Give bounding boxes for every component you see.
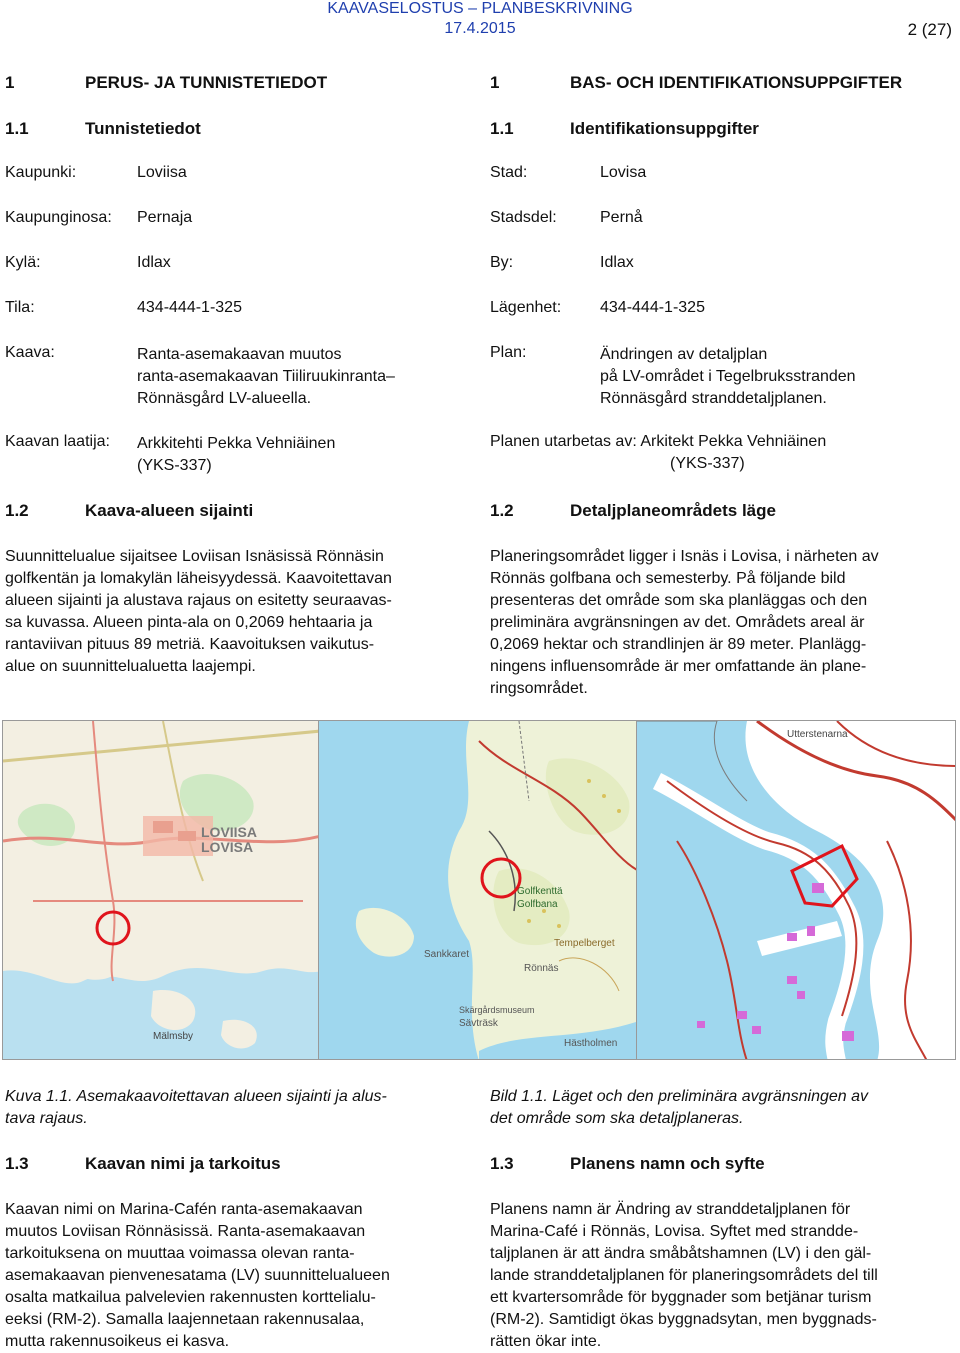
sv-label-plan: Plan:: [490, 344, 527, 361]
map-regional: [2, 720, 320, 1060]
fi-author-line: (YKS-337): [137, 457, 212, 474]
fi-plan-line: Ranta-asemakaavan muutos: [137, 346, 342, 363]
sv-plan-line: på LV-området i Tegelbruksstranden: [600, 368, 856, 385]
fi-plan-line: ranta-asemakaavan Tiiliruukinranta–: [137, 368, 395, 385]
sv-location-line: Planeringsområdet ligger i Isnäs i Lovisa, i närheten av: [490, 548, 879, 565]
map2-label-golfkentta: Golfkenttä: [517, 886, 563, 897]
sv-purpose-line: rätten ökar inte.: [490, 1333, 602, 1350]
fi-location-line: alue on suunnittelualuetta laajempi.: [5, 658, 256, 675]
fi-caption-line: tava rajaus.: [5, 1110, 88, 1127]
sv-value-district: Pernå: [600, 209, 643, 226]
fi-purpose-line: eeksi (RM-2). Samalla laajennetaan rakennusalaa,: [5, 1311, 365, 1328]
fi-purpose-paragraph: [5, 1199, 467, 1353]
page-number: 2 (27): [907, 20, 952, 39]
sv-purpose-line: ett kvartersområde för byggnader som betjänar turism: [490, 1289, 872, 1306]
fi-caption-line: Kuva 1.1. Asemakaavoitettavan alueen sijainti ja alus-: [5, 1088, 387, 1105]
sv-value-village: Idlax: [600, 254, 634, 271]
map2-label-ronnas: Rönnäs: [524, 963, 559, 974]
map1-label-malmsby: Mälmsby: [153, 1031, 194, 1042]
map-detail: [636, 720, 956, 1060]
map1-label-loviisa: LOVIISA: [201, 824, 258, 840]
sv-purpose-line: taljplanen är att ändra småbåtshamnen (LV) i den gäl-: [490, 1245, 872, 1262]
map2-label-savtrask: Sävträsk: [459, 1018, 498, 1029]
fi-location-paragraph: [5, 546, 467, 678]
sv-figure-caption: [490, 1086, 868, 1130]
sv-label-district: Stadsdel:: [490, 209, 557, 226]
fi-purpose-line: osalta matkailua palvelevien rakennusten korttelialu-: [5, 1289, 376, 1306]
map2-label-hastholmen: Hästholmen: [564, 1038, 618, 1049]
document-title: KAAVASELOSTUS – PLANBESKRIVNING: [327, 0, 633, 17]
fi-section-1-1-title: Tunnistetiedot: [85, 119, 201, 138]
sv-section-1-2-number: 1.2: [490, 501, 514, 520]
sv-purpose-line: lande stranddetaljplanen för planeringsområdets del till: [490, 1267, 878, 1284]
sv-purpose-paragraph: [490, 1199, 954, 1353]
map-topographic: [318, 720, 638, 1060]
sv-value-plan: [600, 344, 856, 410]
fi-value-village: Idlax: [137, 254, 171, 271]
map2-label-tempelberget: Tempelberget: [554, 938, 615, 949]
sv-location-line: ningens influensområde är mer omfattande än plane-: [490, 658, 867, 675]
fi-value-author: [137, 433, 335, 477]
sv-section-1-3-title: Planens namn och syfte: [570, 1154, 765, 1173]
fi-value-property: 434-444-1-325: [137, 299, 242, 316]
sv-author-line-1: Planen utarbetas av: Arkitekt Pekka Vehniäinen: [490, 433, 827, 450]
fi-location-line: alueen sijainti ja alustava rajaus on esitetty seuraavas-: [5, 592, 392, 609]
fi-value-city: Loviisa: [137, 164, 187, 181]
sv-purpose-line: (RM-2). Samtidigt ökas byggnadsytan, men byggnads-: [490, 1311, 877, 1328]
fi-purpose-line: Kaavan nimi on Marina-Cafén ranta-asemakaavan: [5, 1201, 363, 1218]
document-date: 17.4.2015: [444, 20, 516, 37]
fi-author-line: Arkkitehti Pekka Vehniäinen: [137, 435, 336, 452]
sv-plan-line: Rönnäsgård stranddetaljplanen.: [600, 390, 827, 407]
fi-section-1-2-title: Kaava-alueen sijainti: [85, 501, 254, 520]
fi-figure-caption: [5, 1086, 387, 1130]
fi-section-1-1-number: 1.1: [5, 119, 29, 138]
sv-section-1-title: BAS- OCH IDENTIFIKATIONSUPPGIFTER: [570, 73, 903, 92]
fi-label-village: Kylä:: [5, 254, 41, 271]
map2-label-skargardsmuseum: Skärgårdsmuseum: [459, 1005, 535, 1015]
fi-location-line: Suunnittelualue sijaitsee Loviisan Isnäsissä Rönnäsin: [5, 548, 384, 565]
sv-location-line: preliminära avgränsningen av det. Områdets areal är: [490, 614, 865, 631]
sv-author-line-2: (YKS-337): [670, 455, 745, 472]
fi-value-district: Pernaja: [137, 209, 193, 226]
fi-section-1-3-number: 1.3: [5, 1154, 29, 1173]
map3-label-utterstenarna: Utterstenarna: [787, 729, 848, 740]
sv-caption-line: Bild 1.1. Läget och den preliminära avgränsningen av: [490, 1088, 869, 1105]
sv-caption-line: det område som ska detaljplaneras.: [490, 1110, 744, 1127]
fi-purpose-line: tarkoituksena on muuttaa voimassa olevan ranta-: [5, 1245, 355, 1262]
fi-section-1-2-number: 1.2: [5, 501, 29, 520]
fi-label-author: Kaavan laatija:: [5, 433, 110, 450]
map1-label-lovisa: LOVISA: [201, 839, 254, 855]
sv-section-1-2-title: Detaljplaneområdets läge: [570, 501, 776, 520]
sv-location-line: Rönnäs golfbana och semesterby. På följande bild: [490, 570, 846, 587]
fi-purpose-line: muutos Loviisan Rönnäsissä. Ranta-asemakaavan: [5, 1223, 366, 1240]
fi-label-district: Kaupunginosa:: [5, 209, 112, 226]
sv-location-paragraph: [490, 546, 954, 700]
fi-section-1-number: 1: [5, 73, 15, 92]
sv-value-property: 434-444-1-325: [600, 299, 705, 316]
fi-location-line: golfkentän ja lomakylän läheisyydessä. Kaavoitettavan: [5, 570, 392, 587]
fi-section-1-3-title: Kaavan nimi ja tarkoitus: [85, 1154, 281, 1173]
fi-plan-line: Rönnäsgård LV-alueella.: [137, 390, 312, 407]
fi-location-line: sa kuvassa. Alueen pinta-ala on 0,2069 hehtaaria ja: [5, 614, 373, 631]
sv-section-1-number: 1: [490, 73, 500, 92]
fi-section-1-title: PERUS- JA TUNNISTETIEDOT: [85, 73, 328, 92]
sv-label-city: Stad:: [490, 164, 528, 181]
fi-purpose-line: mutta rakennusoikeus ei kasva.: [5, 1333, 230, 1350]
sv-location-line: presenteras det område som ska planläggas och den: [490, 592, 868, 609]
sv-label-village: By:: [490, 254, 514, 271]
map2-label-sankkaret: Sankkaret: [424, 949, 470, 960]
fi-purpose-line: asemakaavan pienvenesatama (LV) suunnittelualueen: [5, 1267, 390, 1284]
fi-value-plan: [137, 344, 395, 410]
sv-section-1-1-number: 1.1: [490, 119, 514, 138]
sv-section-1-3-number: 1.3: [490, 1154, 514, 1173]
sv-purpose-line: Planens namn är Ändring av stranddetaljplanen för: [490, 1201, 851, 1218]
sv-location-line: 0,2069 hektar och strandlinjen är 89 meter. Planlägg-: [490, 636, 867, 653]
sv-purpose-line: Marina-Café i Rönnäs, Lovisa. Syftet med strandde-: [490, 1223, 859, 1240]
sv-section-1-1-title: Identifikationsuppgifter: [570, 119, 759, 138]
fi-label-city: Kaupunki:: [5, 164, 77, 181]
fi-location-line: rantaviivan pituus 89 metriä. Kaavoituksen vaikutus-: [5, 636, 375, 653]
sv-plan-line: Ändringen av detaljplan: [600, 346, 768, 363]
sv-location-line: ringsområdet.: [490, 680, 588, 697]
sv-label-property: Lägenhet:: [490, 299, 562, 316]
sv-value-city: Lovisa: [600, 164, 647, 181]
fi-label-property: Tila:: [5, 299, 35, 316]
map2-label-golfbana: Golfbana: [517, 899, 558, 910]
fi-label-plan: Kaava:: [5, 344, 55, 361]
